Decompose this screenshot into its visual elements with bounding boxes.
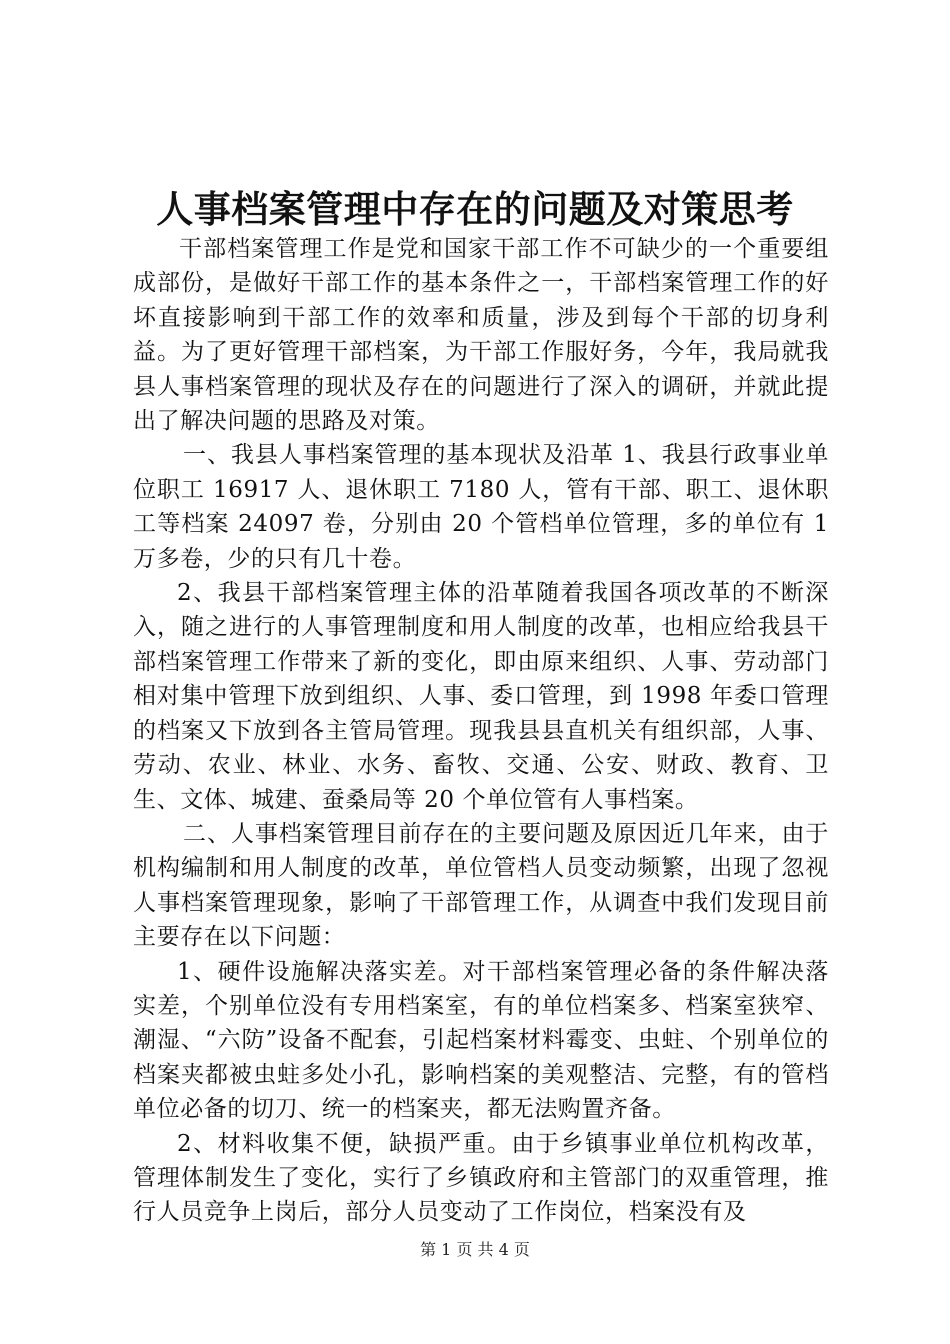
paragraph-problem-2: 2、材料收集不便，缺损严重。由于乡镇事业单位机构改革，管理体制发生了变化，实行了乡镇政府和主管部门的双重管理，推行人员竞争上岗后，部分人员变动了工作岗位，档案没有及: [133, 1130, 829, 1226]
paragraph-section-2: 二、人事档案管理目前存在的主要问题及原因近几年来，由于机构编制和用人制度的改革，单位管档人员变动频繁，出现了忽视人事档案管理现象，影响了干部管理工作，从调查中我们发现目前主要存在以下问题：: [133, 820, 829, 951]
page-number-footer: 第 1 页 共 4 页: [420, 1240, 530, 1259]
paragraph-intro: 干部档案管理工作是党和国家干部工作不可缺少的一个重要组成部份，是做好干部工作的基本条件之一，干部档案管理工作的好坏直接影响到干部工作的效率和质量，涉及到每个干部的切身利益。为了更好管理干部档案，为干部工作服好务，今年，我局就我县人事档案管理的现状及存在的问题进行了深入的调研，并就此提出了解决问题的思路及对策。: [133, 236, 829, 435]
paragraph-section-1-item-2: 2、我县干部档案管理主体的沿革随着我国各项改革的不断深入，随之进行的人事管理制度和用人制度的改革，也相应给我县干部档案管理工作带来了新的变化，即由原来组织、人事、劳动部门相对集中管理下放到组织、人事、委口管理，到 1998 年委口管理的档案又下放到各主管局管理。现我县县直机关有组织部，人事、劳动、农业、林业、水务、畜牧、交通、公安、财政、教育、卫生、文体、城建、蚕桑局等 20 个单位管有人事档案。: [133, 580, 829, 813]
document-body: [133, 232, 829, 1230]
paragraph-problem-1: 1、硬件设施解决落实差。对干部档案管理必备的条件解决落实差，个别单位没有专用档案室，有的单位档案多、档案室狭窄、潮湿、“六防”设备不配套，引起档案材料霉变、虫蛀、个别单位的档案夹都被虫蛀多处小孔，影响档案的美观整洁、完整，有的管档单位必备的切刀、统一的档案夹，都无法购置齐备。: [133, 958, 829, 1123]
paragraph-section-1: 一、我县人事档案管理的基本现状及沿革 1、我县行政事业单位职工 16917 人、退休职工 7180 人，管有干部、职工、退休职工等档案 24097 卷，分别由 20 个管档单位管理，多的单位有 1 万多卷，少的只有几十卷。: [133, 442, 829, 572]
document-title: 人事档案管理中存在的问题及对策思考: [156, 187, 794, 231]
